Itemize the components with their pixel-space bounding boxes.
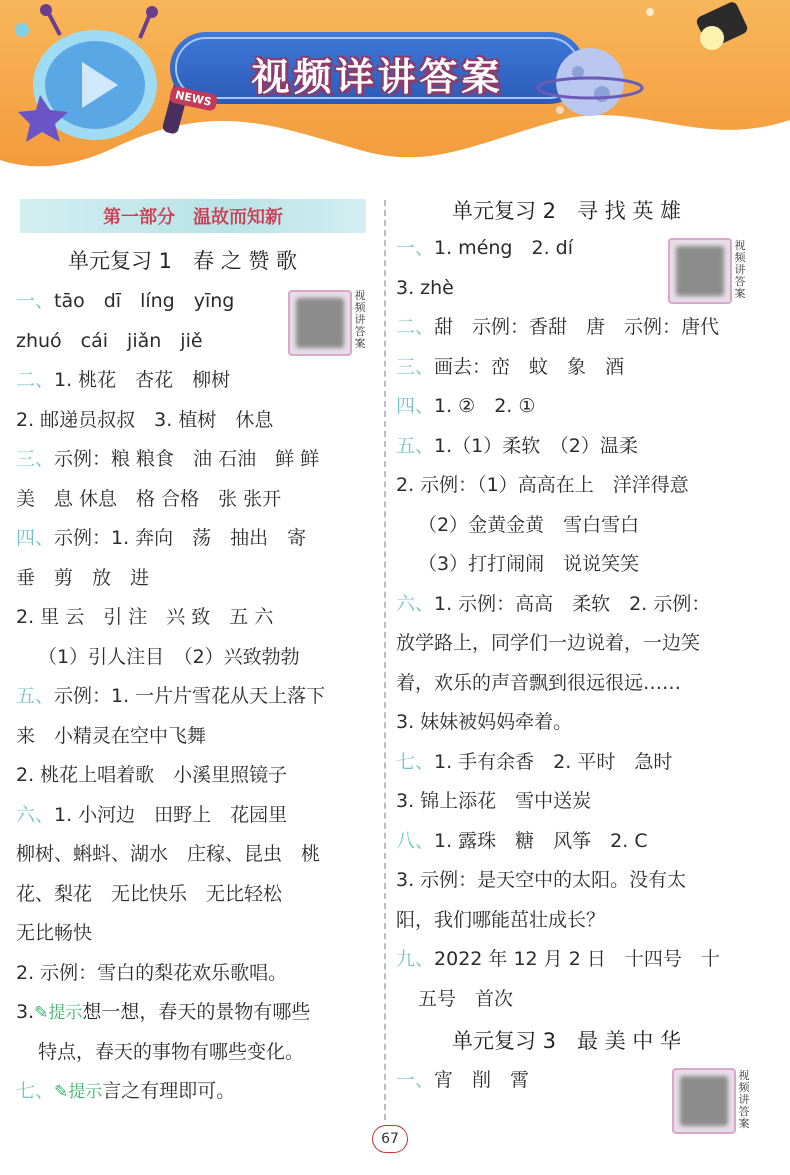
answer-text: 2. 桃花上唱着歌 小溪里照镜子	[16, 764, 288, 786]
answer-text: 2022 年 12 月 2 日 十四号 十	[434, 948, 720, 970]
answer-text: 3. 妹妹被妈妈牵着。	[396, 711, 573, 733]
unit2-title: 单元复习 2 寻 找 英 雄	[452, 199, 682, 223]
answer-line	[16, 722, 206, 750]
answer-line	[396, 274, 454, 302]
answer-line	[16, 959, 287, 987]
answer-text: 示例：粮 粮食 油 石油 鲜 鲜	[54, 448, 320, 470]
answer-line	[396, 392, 535, 420]
question-number: 三、	[16, 448, 55, 470]
answer-line	[16, 880, 282, 908]
question-number: 一、	[16, 290, 55, 312]
answer-line	[16, 524, 306, 552]
answer-text: 1.（1）柔软 （2）温柔	[434, 434, 638, 457]
answer-text: 言之有理即可。	[102, 1080, 236, 1102]
section-heading: 第一部分 温故而知新	[103, 207, 283, 228]
answer-line	[16, 998, 310, 1027]
answer-line	[396, 1066, 529, 1094]
answer-text: 柳树、蝌蚪、湖水 庄稼、昆虫 桃	[16, 843, 321, 865]
answer-line	[418, 550, 639, 578]
answer-text: 2. 示例：雪白的梨花欢乐歌唱。	[16, 961, 288, 984]
answer-text: （2）金黄金黄 雪白雪白	[418, 513, 640, 536]
header-banner	[0, 0, 790, 200]
answer-text: 2. 示例：（1）高高在上 洋洋得意	[396, 474, 689, 496]
answer-line	[396, 827, 648, 855]
answer-line	[418, 511, 639, 539]
banner-title-wrap	[170, 30, 585, 110]
qr-label-unit3: 视频讲答案	[738, 1069, 750, 1130]
answer-text: 画去：峦 蚊 象 酒	[434, 355, 625, 378]
question-number: 四、	[396, 395, 435, 417]
qr-label-unit2: 视频讲答案	[734, 239, 746, 300]
qr-label-unit1: 视频讲答案	[354, 289, 366, 350]
answer-text: 宵 削 霄	[434, 1069, 530, 1091]
qr-code-unit1[interactable]	[288, 290, 352, 356]
unit3-title: 单元复习 3 最 美 中 华	[452, 1029, 682, 1053]
question-number: 四、	[16, 527, 55, 549]
answer-line	[38, 643, 300, 671]
section-heading-band	[20, 199, 366, 233]
answer-line	[396, 590, 710, 618]
answer-line	[16, 603, 273, 631]
answer-line	[38, 1038, 304, 1066]
answer-text: 特点，春天的事物有哪些变化。	[38, 1040, 305, 1063]
answer-text: （1）引人注目 （2）兴致勃勃	[38, 645, 300, 668]
answer-text: 2. 里 云 引 注 兴 致 五 六	[16, 606, 274, 628]
answer-line	[396, 787, 591, 815]
question-number: 六、	[16, 803, 55, 826]
answer-line	[396, 313, 719, 341]
answer-text: 来 小精灵在空中飞舞	[16, 724, 207, 747]
answer-line	[16, 1077, 235, 1106]
answer-text: 美 息 休息 格 合格 张 张开	[16, 487, 282, 510]
hint-label: ✎提示	[54, 1082, 103, 1102]
answer-line	[396, 432, 638, 460]
qr-code-image	[680, 1076, 728, 1126]
answer-line	[16, 761, 287, 789]
answer-text: 垂 剪 放 进	[16, 566, 150, 589]
answer-line	[396, 945, 720, 973]
answer-text: 1. 露珠 糖 风筝 2. C	[434, 829, 648, 852]
qr-code-unit3[interactable]	[672, 1068, 736, 1134]
answer-text: 1. 小河边 田野上 花园里	[54, 803, 288, 826]
answer-text: 无比畅快	[16, 922, 93, 944]
answer-line	[16, 682, 325, 710]
answer-line	[396, 353, 624, 381]
answer-text: 五号 首次	[418, 987, 514, 1010]
answer-line	[396, 866, 686, 894]
answer-text: 示例：1. 一片片雪花从天上落下	[54, 685, 326, 707]
answer-line	[16, 366, 230, 394]
answer-line	[396, 748, 672, 776]
question-number: 七、	[396, 750, 435, 773]
answer-text: 着，欢乐的声音飘到很远很远……	[396, 671, 682, 694]
question-number: 九、	[396, 948, 435, 970]
question-number: 一、	[396, 237, 435, 259]
answer-text: 想一想，春天的景物有哪些	[82, 1001, 311, 1023]
column-divider	[384, 200, 386, 1120]
answer-text: 1. 手有余香 2. 平时 急时	[434, 750, 673, 773]
qr-code-unit2[interactable]	[668, 238, 732, 304]
answer-line	[16, 485, 281, 513]
answer-line	[396, 629, 700, 657]
page-number: 67	[372, 1125, 408, 1153]
question-number: 五、	[396, 434, 435, 457]
answer-line	[396, 234, 573, 262]
answer-text: 1. 桃花 杏花 柳树	[54, 369, 231, 391]
question-number: 三、	[396, 355, 435, 378]
answer-line	[418, 985, 513, 1013]
news-badge: NEWS	[169, 85, 218, 111]
question-number: 六、	[396, 592, 435, 615]
unit1-title: 单元复习 1 春 之 赞 歌	[68, 249, 298, 273]
question-number: 3.	[16, 1001, 35, 1023]
answer-line	[16, 287, 234, 315]
answer-text: 示例：1. 奔向 荡 抽出 寄	[54, 527, 307, 549]
banner-title: 视频详讲答案	[251, 55, 504, 99]
question-number: 一、	[396, 1069, 435, 1091]
hint-label: ✎提示	[34, 1003, 83, 1023]
answer-text: 2. 邮递员叔叔 3. 植树 休息	[16, 408, 274, 431]
answer-line	[396, 669, 681, 697]
answer-line	[396, 906, 605, 934]
answer-text: 3. 示例：是天空中的太阳。没有太	[396, 869, 687, 891]
answer-text: 放学路上，同学们一边说着，一边笑	[396, 632, 701, 654]
answer-text: （3）打打闹闹 说说笑笑	[418, 553, 640, 575]
answer-line	[396, 708, 572, 736]
question-number: 八、	[396, 829, 435, 852]
qr-code-image	[676, 246, 724, 296]
answer-text: 阳，我们哪能茁壮成长？	[396, 908, 606, 931]
question-number: 七、	[16, 1080, 55, 1102]
answer-text: 3. zhè	[396, 276, 454, 299]
answer-text: 1. ② 2. ①	[434, 395, 536, 417]
answer-line	[16, 919, 92, 947]
answer-line	[16, 840, 320, 868]
question-number: 二、	[16, 369, 55, 391]
answer-text: 1. méng 2. dí	[434, 237, 573, 259]
answer-line	[396, 471, 689, 499]
answer-text: tāo dī líng yīng	[54, 290, 235, 312]
answer-line	[16, 406, 273, 434]
answer-line	[16, 801, 287, 829]
answer-text: 3. 锦上添花 雪中送炭	[396, 790, 592, 812]
answer-line	[16, 445, 319, 473]
answer-text: 花、梨花 无比快乐 无比轻松	[16, 882, 283, 905]
question-number: 五、	[16, 685, 55, 707]
answer-text: 1. 示例：高高 柔软 2. 示例：	[434, 592, 711, 615]
answer-text: 甜 示例：香甜 唐 示例：唐代	[434, 316, 720, 338]
question-number: 二、	[396, 316, 435, 338]
answer-text: zhuó cái jiǎn jiě	[16, 329, 203, 352]
answer-line	[16, 564, 149, 592]
answer-line	[16, 327, 203, 355]
qr-code-image	[296, 298, 344, 348]
